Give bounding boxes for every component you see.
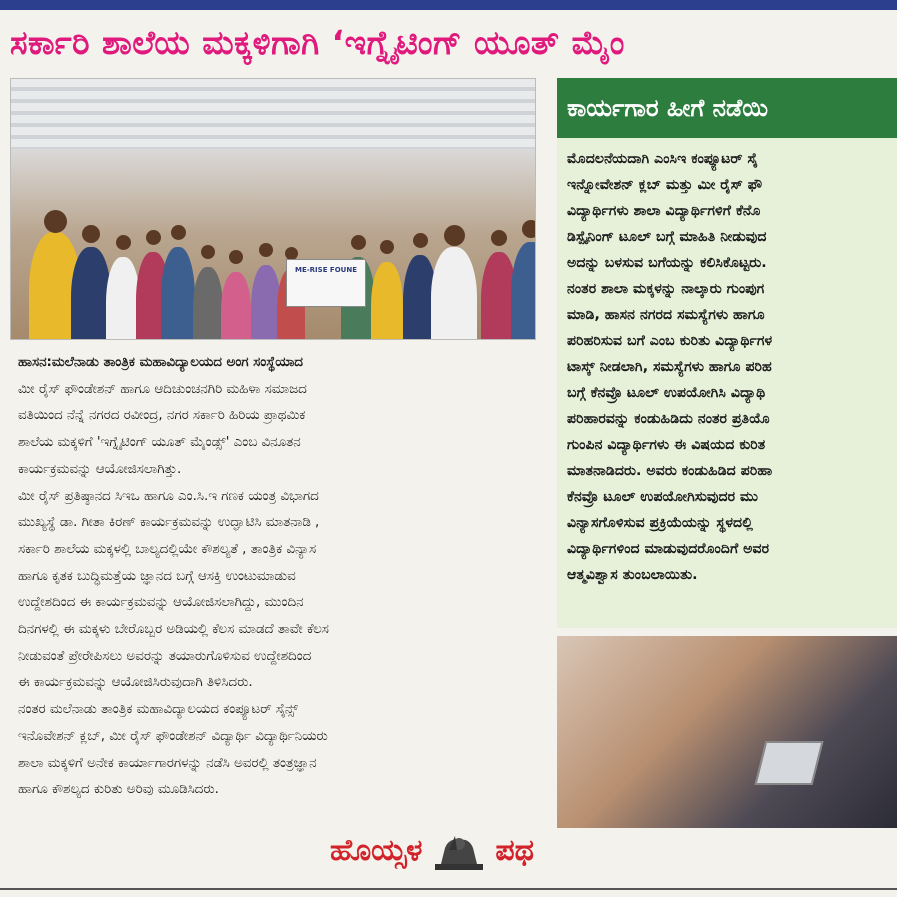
sidebar-line: ವಿದ್ಯಾರ್ಥಿಗಳು ಶಾಲಾ ವಿದ್ಯಾರ್ಥಿಗಳಿಗೆ ಕೆನೊ <box>567 203 761 219</box>
person-silhouette <box>193 267 223 340</box>
person-head <box>351 235 366 250</box>
sidebar-line: ಬಗ್ಗೆ ಕೆನವ್ರೊ ಟೂಲ್ ಉಪಯೋಗಿಸಿ ವಿದ್ಯಾಥಿ <box>567 385 766 401</box>
person-head <box>82 225 100 243</box>
sidebar-line: ವಿನ್ಯಾಸಗೊಳಿಸುವ ಪ್ರಕ್ರಿಯೆಯನ್ನು ಸ್ಥಳದಲ್ಲಿ <box>567 515 753 531</box>
laptop-in-photo <box>755 741 824 785</box>
article-line: ಹಾಗೂ ಕೃತಕ ಬುದ್ಧಿಮತ್ತೆಯ ಜ್ಞಾನದ ಬಗ್ಗೆ ಆಸಕ್ತಿ ಉಂಟುಮಾಡುವ <box>18 568 296 584</box>
person-silhouette <box>511 242 536 340</box>
lion-emblem-icon <box>435 832 483 872</box>
person-head <box>146 230 161 245</box>
person-head <box>522 220 536 238</box>
person-silhouette <box>161 247 195 340</box>
person-silhouette <box>71 247 111 340</box>
photo-banner: ME-RISE FOUNE <box>286 259 366 307</box>
person-silhouette <box>371 262 403 340</box>
sidebar-line: ಆತ್ಮವಿಶ್ವಾಸ ತುಂಬಲಾಯಿತು. <box>567 567 698 583</box>
photo-ceiling <box>11 79 535 149</box>
sidebar-line: ಇನ್ನೋವೇಶನ್ ಕ್ಲಬ್ ಮತ್ತು ಮೀ ರೈಸ್ ಫೌ <box>567 177 763 193</box>
person-head <box>116 235 131 250</box>
person-silhouette <box>106 257 140 340</box>
sidebar-line: ಅದನ್ನು ಬಳಸುವ ಬಗೆಯನ್ನು ಕಲಿಸಿಕೊಟ್ಟರು. <box>567 255 767 271</box>
person-head <box>380 240 394 254</box>
article-line: ಮೀ ರೈಸ್ ಫೌಂಡೇಶನ್ ಹಾಗೂ ಆದಿಚುಂಚನಗಿರಿ ಮಹಿಳಾ ಸಮಾಜದ <box>18 381 307 397</box>
article-line: ನೀಡುವಂತೆ ಪ್ರೇರೇಪಿಸಲು ಅವರನ್ನು ತಯಾರುಗೊಳಿಸುವ ಉದ್ದೇಶದಿಂದ <box>18 648 312 664</box>
sidebar-line: ಗುಂಪಿನ ವಿದ್ಯಾರ್ಥಿಗಳು ಈ ವಿಷಯದ ಕುರಿತ <box>567 437 766 453</box>
article-line: ಮುಖ್ಯಸ್ಥೆ ಡಾ. ಗೀತಾ ಕಿರಣ್ ಕಾರ್ಯಕ್ರಮವನ್ನು ಉದ್ಘಾಟಿಸಿ ಮಾತನಾಡಿ , <box>18 515 320 531</box>
sidebar-line: ಪರಿಹಾರವನ್ನು ಕಂಡುಹಿಡಿದು ನಂತರ ಪ್ರತಿಯೊ <box>567 411 770 427</box>
article-line: ನಂತರ ಮಲೆನಾಡು ತಾಂತ್ರಿಕ ಮಹಾವಿದ್ಯಾಲಯದ ಕಂಪ್ಯೂಟರ್ ಸೈನ್ಸ್ <box>18 702 298 718</box>
sidebar-line: ನಂತರ ಶಾಲಾ ಮಕ್ಕಳನ್ನು ನಾಲ್ಕಾರು ಗುಂಪುಗ <box>567 281 765 297</box>
person-head <box>491 230 507 246</box>
article-line: ಶಾಲೆಯ ಮಕ್ಕಳಿಗೆ 'ಇಗ್ನೈಟಿಂಗ್ ಯೂತ್ ಮೈಂಡ್ಸ್' ಎಂಬ ವಿನೂತನ <box>18 435 301 451</box>
person-head <box>444 225 465 246</box>
article-line: ವತಿಯಿಂದ ನೆನ್ನೆ ನಗರದ ರವೀಂದ್ರ, ನಗರ ಸರ್ಕಾರಿ ಹಿರಿಯ ಪ್ರಾಥಮಿಕ <box>18 408 306 424</box>
article-line: ಸರ್ಕಾರಿ ಶಾಲೆಯ ಮಕ್ಕಳಲ್ಲಿ ಬಾಲ್ಯದಲ್ಲಿಯೇ ಕೌಶಲ್ಯತೆ , ತಾಂತ್ರಿಕ ವಿನ್ಯಾಸ <box>18 541 317 557</box>
sidebar-line: ವಿದ್ಯಾರ್ಥಿಗಳಿಂದ ಮಾಡುವುದರೊಂದಿಗೆ ಅವರ <box>567 541 770 557</box>
article-line: ದಿನಗಳಲ್ಲಿ ಈ ಮಕ್ಕಳು ಬೇರೊಬ್ಬರ ಅಡಿಯಲ್ಲಿ ಕೆಲಸ ಮಾಡದೆ ತಾವೇ ಕೆಲಸ <box>18 622 329 638</box>
article-line: ಹಾಗೂ ಕೌಶಲ್ಯದ ಕುರಿತು ಅರಿವು ಮೂಡಿಸಿದರು. <box>18 782 219 798</box>
person-head <box>44 210 67 233</box>
article-body <box>18 350 540 830</box>
article-line: ಕಾರ್ಯಕ್ರಮವನ್ನು ಆಯೋಜಿಸಲಾಗಿತ್ತು. <box>18 461 182 477</box>
top-rule <box>0 0 897 10</box>
person-silhouette <box>221 272 251 340</box>
person-silhouette <box>431 247 477 340</box>
person-head <box>171 225 186 240</box>
person-head <box>201 245 215 259</box>
masthead <box>330 826 630 876</box>
person-head <box>413 233 428 248</box>
article-line: ಶಾಲಾ ಮಕ್ಕಳಿಗೆ ಅನೇಕ ಕಾರ್ಯಾಗಾರಗಳನ್ನು ನಡೆಸಿ ಅವರಲ್ಲಿ ತಂತ್ರಜ್ಞಾನ <box>18 755 317 771</box>
article-line: ಇನೊವೇಶನ್ ಕ್ಲಬ್, ಮೀ ರೈಸ್ ಫೌಂಡೇಶನ್ ವಿದ್ಯಾರ್ಥಿ ವಿದ್ಯಾರ್ಥಿನಿಯರು <box>18 728 328 744</box>
article-line: ಹಾಸನ:ಮಲೆನಾಡು ತಾಂತ್ರಿಕ ಮಹಾವಿದ್ಯಾಲಯದ ಅಂಗ ಸಂಸ್ಥೆಯಾದ <box>18 355 303 370</box>
sidebar-line: ಮೊದಲನೆಯದಾಗಿ ಎಂಸಿಇ ಕಂಪ್ಯೂಟರ್ ಸೈ <box>567 151 758 167</box>
headline: ಸರ್ಕಾರಿ ಶಾಲೆಯ ಮಕ್ಕಳಿಗಾಗಿ ‘ಇಗ್ನೈಟಿಂಗ್ ಯೂತ್ ಮೈಂ <box>10 23 625 62</box>
masthead-right: ಪಥ <box>495 833 534 868</box>
masthead-left: ಹೊಯ್ಸಳ <box>330 833 423 868</box>
sidebar-line: ಮಾಡಿ, ಹಾಸನ ನಗರದ ಸಮಸ್ಯೆಗಳು ಹಾಗೂ <box>567 307 765 323</box>
person-head <box>259 243 273 257</box>
sidebar-line: ಪರಿಹರಿಸುವ ಬಗೆ ಎಂಬ ಕುರಿತು ವಿದ್ಯಾರ್ಥಿಗಳ <box>567 333 773 349</box>
article-line: ಈ ಕಾರ್ಯಕ್ರಮವನ್ನು ಆಯೋಜಿಸಿರುವುದಾಗಿ ತಿಳಿಸಿದರು. <box>18 675 253 691</box>
sidebar-line: ಕೆನವ್ರೊ ಟೂಲ್ ಉಪಯೋಗಿಸುವುದರ ಮು <box>567 489 759 505</box>
sidebar-title: ಕಾರ್ಯಗಾರ ಹೀಗೆ ನಡೆಯಿ <box>557 78 897 138</box>
article-line: ಉದ್ದೇಶದಿಂದ ಈ ಕಾರ್ಯಕ್ರಮವನ್ನು ಆಯೋಜಿಸಲಾಗಿದ್ದು, ಮುಂದಿನ <box>18 595 304 611</box>
bottom-rule <box>0 888 897 890</box>
sidebar-body <box>557 138 897 628</box>
workshop-photo <box>557 636 897 828</box>
person-head <box>229 250 243 264</box>
sidebar-line: ಟಾಸ್ಕ್ ನೀಡಲಾಗಿ, ಸಮಸ್ಯೆಗಳು ಹಾಗೂ ಪರಿಹ <box>567 359 772 375</box>
sidebar-line: ಮಾತನಾಡಿದರು. ಅವರು ಕಂಡುಹಿಡಿದ ಪರಿಹಾ <box>567 463 773 479</box>
article-line: ಮೀ ರೈಸ್ ಪ್ರತಿಷ್ಠಾನದ ಸಿಇಒ ಹಾಗೂ ಎಂ.ಸಿ.ಇ ಗಣಕ ಯಂತ್ರ ವಿಭಾಗದ <box>18 488 319 504</box>
group-photo <box>10 78 536 340</box>
sidebar-line: ಡಿಸ್ಪೈನಿಂಗ್ ಟೂಲ್ ಬಗ್ಗೆ ಮಾಹಿತಿ ನೀಡುವುದ <box>567 229 767 245</box>
